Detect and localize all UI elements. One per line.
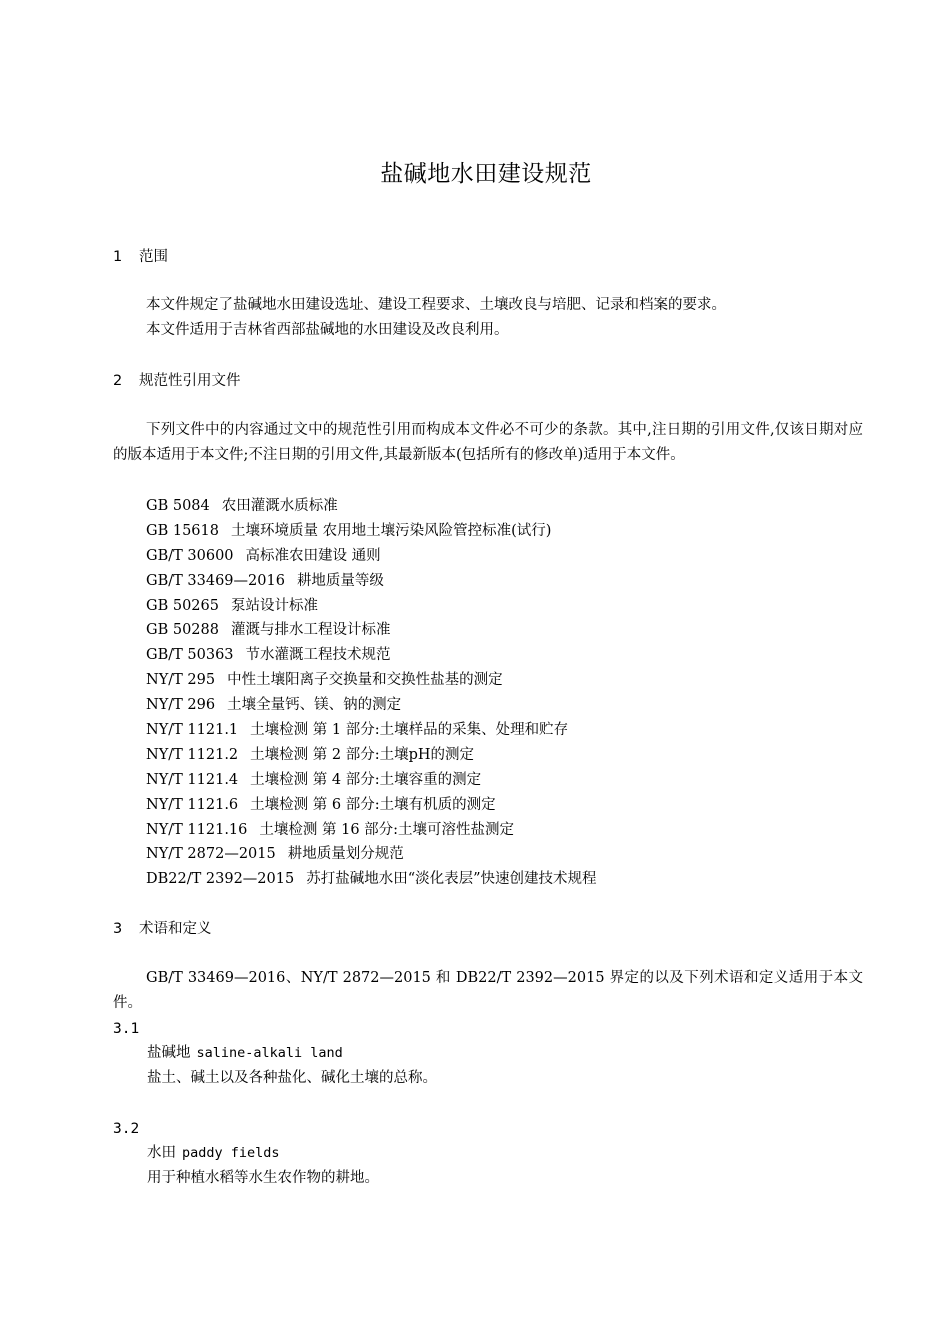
reference-code: NY/T 1121.2 [146,746,239,763]
section-title: 范围 [139,249,168,265]
section-number: 3 [113,921,123,937]
reference-title: 土壤检测 第 16 部分:土壤可溶性盐测定 [259,821,515,838]
reference-code: NY/T 1121.1 [146,722,239,739]
section-heading-scope [113,247,168,267]
reference-item [146,693,597,718]
term-en: paddy fields [182,1145,280,1161]
reference-list [146,494,597,892]
reference-item [146,519,597,544]
reference-item [146,618,597,643]
reference-code: GB 50265 [146,597,219,614]
scope-paragraph-1: 本文件规定了盐碱地水田建设选址、建设工程要求、土壤改良与培肥、记录和档案的要求。 [146,297,726,313]
reference-title: 土壤检测 第 4 部分:土壤容重的测定 [250,771,482,788]
section-number: 2 [113,373,123,389]
reference-title: 耕地质量等级 [296,572,384,589]
reference-code: GB 5084 [146,498,210,514]
reference-item [146,768,597,793]
reference-title: 土壤环境质量 农用地土壤污染风险管控标准(试行) [230,522,552,539]
section-heading-references [113,371,241,391]
references-intro [113,418,863,468]
reference-title: 农田灌溉水质标准 [221,498,338,514]
term-definition: 用于种植水稻等水生农作物的耕地。 [147,1170,379,1186]
reference-code: GB/T 30600 [146,547,234,564]
reference-title: 耕地质量划分规范 [287,846,404,863]
term-heading [147,1043,343,1063]
reference-item [146,569,597,594]
term-number: 3.2 [113,1121,140,1137]
term-zh: 水田 [147,1145,176,1161]
reference-item [146,842,597,867]
references-intro-paragraph: 下列文件中的内容通过文中的规范性引用而构成本文件必不可少的条款。其中,注日期的引用文件,仅该日期对应的版本适用于本文件;不注日期的引用文件,其最新版本(包括所有的修改单)适用于本文件。 [113,422,863,463]
scope-paragraph-2: 本文件适用于吉林省西部盐碱地的水田建设及改良利用。 [146,322,509,338]
section-title: 术语和定义 [139,921,212,937]
reference-code: GB 15618 [146,522,219,539]
reference-title: 中性土壤阳离子交换量和交换性盐基的测定 [227,672,503,689]
reference-title: 苏打盐碱地水田“淡化表层”快速创建技术规程 [306,871,597,888]
section-title: 规范性引用文件 [139,373,241,389]
terms-intro [113,966,863,1016]
term-definition: 盐土、碱土以及各种盐化、碱化土壤的总称。 [147,1070,437,1086]
reference-code: GB/T 33469—2016 [146,572,285,589]
reference-item [146,643,597,668]
reference-item [146,544,597,569]
reference-code: GB 50288 [146,622,219,639]
reference-code: NY/T 1121.6 [146,796,239,813]
reference-title: 土壤检测 第 1 部分:土壤样品的采集、处理和贮存 [250,722,569,739]
reference-code: NY/T 296 [146,697,216,714]
reference-item [146,818,597,843]
reference-title: 土壤检测 第 6 部分:土壤有机质的测定 [250,796,496,813]
term-number: 3.1 [113,1021,140,1037]
reference-code: NY/T 2872—2015 [146,846,276,863]
reference-title: 高标准农田建设 通则 [245,547,381,564]
term-heading [147,1143,280,1163]
reference-item [146,594,597,619]
reference-code: NY/T 1121.16 [146,821,248,838]
reference-title: 土壤检测 第 2 部分:土壤pH的测定 [250,746,475,763]
reference-title: 泵站设计标准 [230,597,318,614]
reference-code: NY/T 1121.4 [146,771,239,788]
reference-item [146,718,597,743]
reference-item [146,494,597,519]
term-en: saline-alkali land [196,1045,343,1061]
reference-title: 灌溉与排水工程设计标准 [230,622,391,639]
reference-item [146,743,597,768]
reference-item [146,793,597,818]
reference-code: GB/T 50363 [146,647,234,664]
reference-title: 节水灌溉工程技术规范 [245,647,391,664]
reference-code: DB22/T 2392—2015 [146,871,295,888]
scope-body [113,293,863,343]
reference-item [146,668,597,693]
term-zh: 盐碱地 [147,1045,191,1061]
reference-item [146,867,597,892]
terms-intro-paragraph: GB/T 33469—2016、NY/T 2872—2015 和 DB22/T 2392—2015 界定的以及下列术语和定义适用于本文件。 [113,970,863,1011]
reference-title: 土壤全量钙、镁、钠的测定 [227,697,402,714]
page-title: 盐碱地水田建设规范 [380,161,592,187]
reference-code: NY/T 295 [146,672,216,689]
section-heading-terms [113,919,212,939]
section-number: 1 [113,249,123,265]
